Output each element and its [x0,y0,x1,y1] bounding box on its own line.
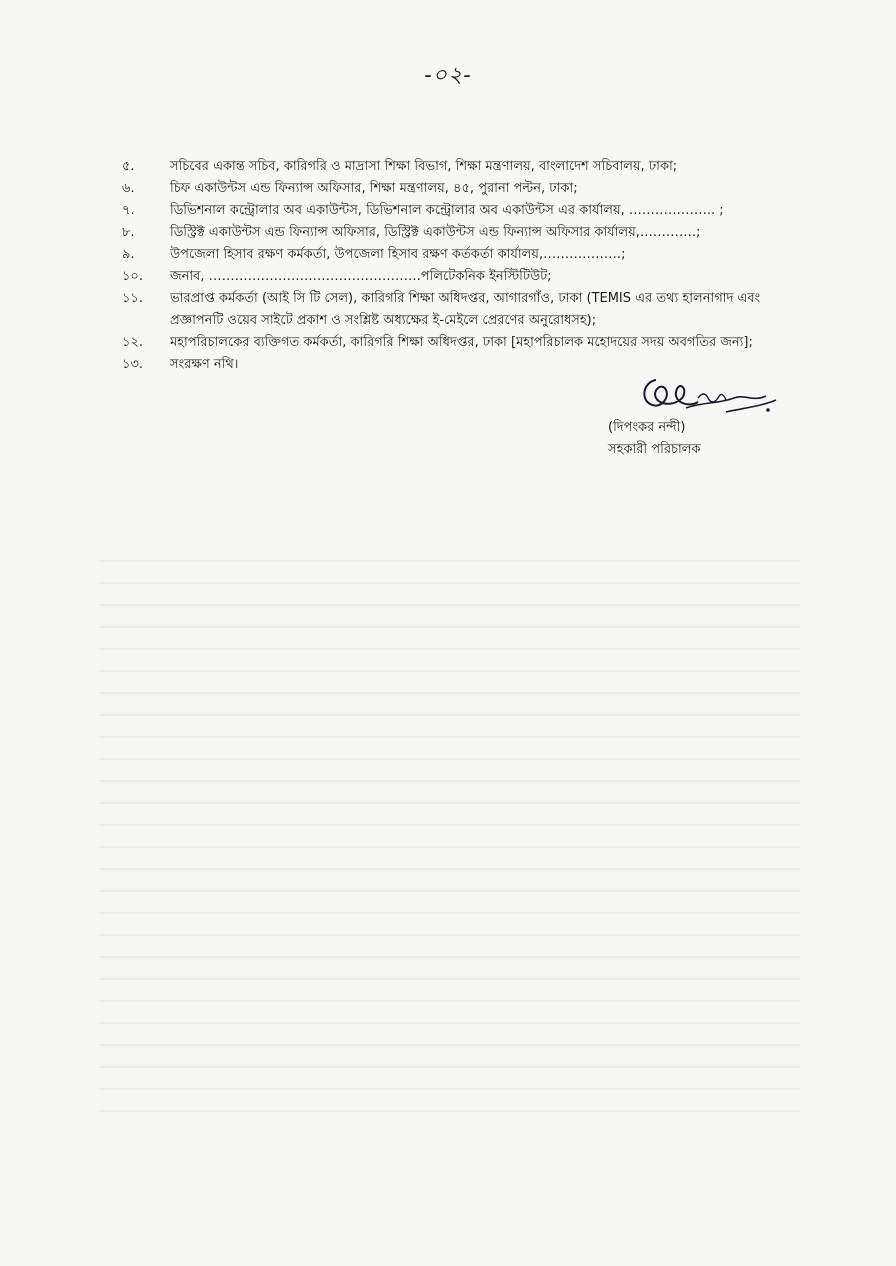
list-item [122,178,802,200]
item-number: ১০. [122,269,144,284]
item-text: জনাব, ………………………………………….পলিটেকনিক ইনস্টিটিউট; [170,269,552,284]
list-item [122,244,802,266]
signatory-title: সহকারী পরিচালক [608,442,701,457]
list-item [122,266,802,288]
item-text: চিফ একাউন্টস এন্ড ফিন্যান্স অফিসার, শিক্ষা মন্ত্রণালয়, ৪৫, পুরানা পল্টন, ঢাকা; [170,181,578,196]
distribution-list [122,156,802,376]
item-number: ৮. [122,225,135,240]
item-text: ডিস্ট্রিক্ট একাউন্টস এন্ড ফিন্যান্স অফিসার, ডিস্ট্রিক্ট একাউন্টস এন্ড ফিন্যান্স অফিসার কার্যালয়,………….; [170,225,701,240]
item-number: ৭. [122,203,135,218]
item-text: উপজেলা হিসাব রক্ষণ কর্মকর্তা, উপজেলা হিসাব রক্ষণ কর্তকর্তা কার্যালয়,………………; [170,247,626,262]
item-text: সচিবের একান্ত সচিব, কারিগরি ও মাদ্রাসা শিক্ষা বিভাগ, শিক্ষা মন্ত্রণালয়, বাংলাদেশ সচিবালয়, ঢাকা; [170,159,678,174]
item-text: ভারপ্রাপ্ত কর্মকর্তা (আই সি টি সেল), কারিগরি শিক্ষা অধিদপ্তর, আগারগাঁও, ঢাকা (TEMIS এর তথ্য হালনাগাদ এবং প্রজ্ঞাপনটি ওয়েব সাইটে প্রকাশ ও সংশ্লিষ্ট অধ্যক্ষের ই-মেইলে প্রেরণের অনুরোধসহ); [170,291,761,328]
item-number: ৫. [122,159,135,174]
item-number: ১৩. [122,357,144,372]
list-item [122,200,802,222]
page-number: -০২- [424,63,472,88]
signatory-name: (দিপংকর নন্দী) [608,420,686,435]
item-number: ৯. [122,247,135,262]
item-number: ১২. [122,335,144,350]
list-item [122,332,802,354]
item-text: ডিভিশনাল কন্ট্রোলার অব একাউন্টস, ডিভিশনাল কন্ট্রোলার অব একাউন্টস এর কার্যালয়, ……………….. ; [170,203,724,218]
item-text: মহাপরিচালকের ব্যক্তিগত কর্মকর্তা, কারিগরি শিক্ষা অধিদপ্তর, ঢাকা [মহাপরিচালক মহোদয়ের সদয় অবগতির জন্য]; [170,335,753,350]
list-item [122,222,802,244]
item-number: ১১. [122,291,144,306]
item-text: সংরক্ষণ নথি। [170,357,239,372]
bleed-through-texture [100,560,800,1120]
item-number: ৬. [122,181,135,196]
signature-block [608,368,798,468]
list-item [122,156,802,178]
list-item [122,288,802,332]
